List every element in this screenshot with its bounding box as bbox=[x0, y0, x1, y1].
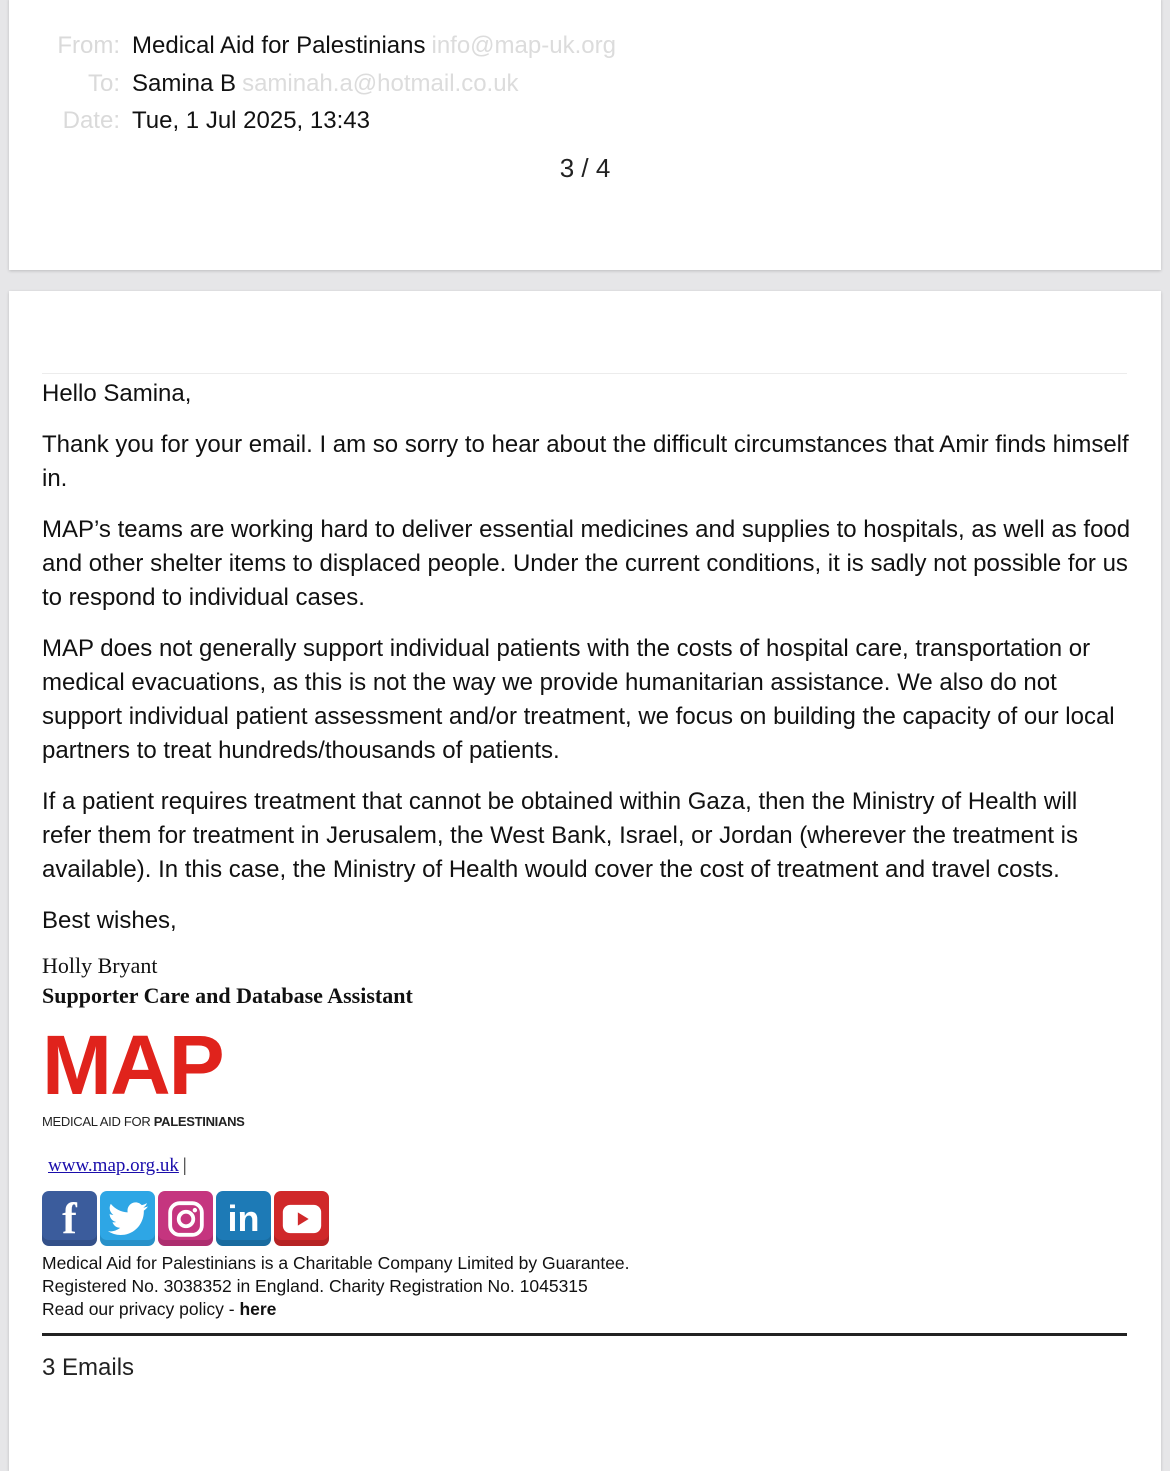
from-email[interactable]: info@map-uk.org bbox=[431, 32, 616, 59]
logo-wordmark: MAP bbox=[42, 1018, 223, 1112]
date-row bbox=[9, 104, 370, 138]
to-label: To: bbox=[87, 70, 120, 97]
thread-email-count[interactable]: 3 Emails bbox=[42, 1354, 135, 1381]
logo-subtitle: MEDICAL AID FOR PALESTINIANS bbox=[42, 1114, 245, 1129]
signature-title: Supporter Care and Database Assistant bbox=[42, 983, 413, 1008]
date-label: Date: bbox=[62, 107, 120, 134]
email-header-card bbox=[9, 0, 1161, 270]
twitter-icon[interactable] bbox=[100, 1191, 155, 1246]
website-row bbox=[48, 1155, 187, 1177]
message-paragraph: MAP does not generally support individual patients with the costs of hospital care, transportation or medical evacuations, as this is not the way we provide humanitarian assistance. We also do not support individual patient assessment and/or treatment, we focus on building the capacity of our local partners to treat hundreds/thousands of patients. bbox=[42, 635, 1115, 764]
divider bbox=[42, 1333, 1127, 1336]
to-email[interactable]: saminah.a@hotmail.co.uk bbox=[242, 70, 519, 97]
from-name[interactable]: Medical Aid for Palestinians bbox=[132, 32, 426, 59]
website-link[interactable]: www.map.org.uk bbox=[48, 1155, 179, 1176]
separator: | bbox=[182, 1155, 187, 1176]
youtube-icon[interactable] bbox=[274, 1191, 329, 1246]
footer-registration: Registered No. 3038352 in England. Charity Registration No. 1045315 bbox=[42, 1276, 588, 1296]
email-body-card bbox=[9, 291, 1161, 1471]
facebook-icon[interactable]: f bbox=[42, 1191, 97, 1246]
greeting: Hello Samina, bbox=[42, 380, 192, 407]
footer-charity-status: Medical Aid for Palestinians is a Charitable Company Limited by Guarantee. bbox=[42, 1253, 630, 1273]
instagram-icon[interactable] bbox=[158, 1191, 213, 1246]
divider bbox=[42, 373, 1127, 374]
from-row bbox=[9, 29, 616, 63]
linkedin-icon[interactable]: in bbox=[216, 1191, 271, 1246]
page-indicator: 3 / 4 bbox=[559, 153, 611, 183]
map-logo bbox=[42, 1018, 245, 1132]
date-value: Tue, 1 Jul 2025, 13:43 bbox=[132, 107, 370, 134]
from-label: From: bbox=[57, 32, 120, 59]
footer-privacy: Read our privacy policy - here bbox=[42, 1299, 277, 1319]
to-name[interactable]: Samina B bbox=[132, 70, 237, 97]
privacy-link[interactable]: here bbox=[239, 1299, 277, 1319]
closing: Best wishes, bbox=[42, 907, 177, 934]
message-paragraph: Thank you for your email. I am so sorry to hear about the difficult circumstances that Amir finds himself in. bbox=[42, 431, 1129, 492]
social-icons bbox=[42, 1191, 329, 1247]
message-paragraph: MAP’s teams are working hard to deliver essential medicines and supplies to hospitals, as well as food and other shelter items to displaced people. Under the current conditions, it is sadly not possible for us to respond to individual cases. bbox=[42, 516, 1131, 611]
message-paragraph: If a patient requires treatment that cannot be obtained within Gaza, then the Ministry of Health will refer them for treatment in Jerusalem, the West Bank, Israel, or Jordan (wherever the treatment is available). In this case, the Ministry of Health would cover the cost of treatment and travel costs. bbox=[42, 788, 1078, 883]
to-row bbox=[9, 67, 519, 101]
signature-name: Holly Bryant bbox=[42, 953, 158, 978]
